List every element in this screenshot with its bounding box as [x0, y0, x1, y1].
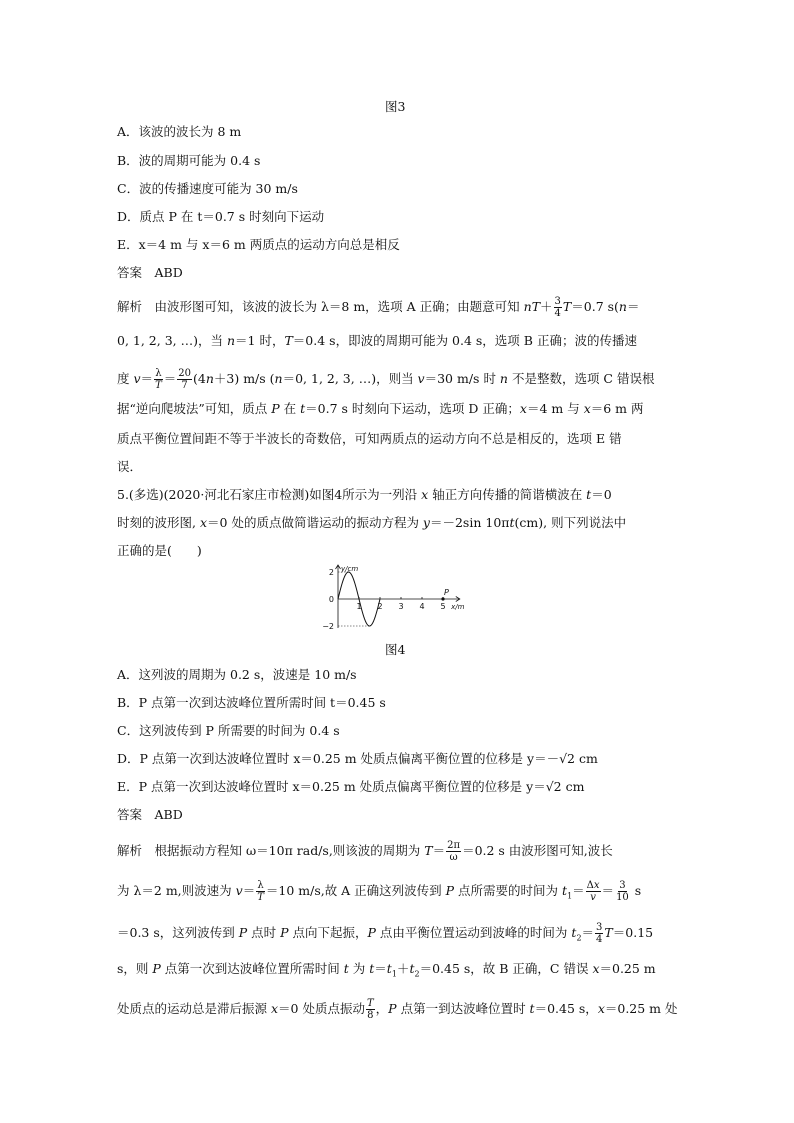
q5-option-b: B．P 点第一次到达波峰位置所需时间 t＝0.45 s [117, 695, 386, 710]
wave-chart [320, 562, 470, 634]
x-tick-label: 1 [356, 602, 362, 611]
point-p-marker [441, 597, 444, 600]
q4-option-d: D．质点 P 在 t＝0.7 s 时刻向下运动 [117, 209, 325, 224]
q4-option-c: C．波的传播速度可能为 30 m/s [117, 181, 298, 196]
figure3-caption: 图3 [385, 99, 406, 114]
q5-option-e: E．P 点第一次到达波峰位置时 x＝0.25 m 处质点偏离平衡位置的位移是 y＝√2 cm [117, 779, 585, 794]
x-tick-label: 3 [398, 602, 404, 611]
q4-option-a: A．该波的波长为 8 m [117, 124, 242, 139]
y-axis-label: y/cm [341, 565, 359, 573]
figure4-caption: 图4 [385, 642, 406, 657]
q4-option-e: E．x＝4 m 与 x＝6 m 两质点的运动方向总是相反 [117, 237, 400, 252]
y-tick-label: −2 [322, 622, 334, 631]
q5-option-c: C．这列波传到 P 所需要的时间为 0.4 s [117, 723, 340, 738]
q5-option-d: D．P 点第一次到达波峰位置时 x＝0.25 m 处质点偏离平衡位置的位移是 y＝－√2 cm [117, 751, 598, 766]
q4-option-b: B．波的周期可能为 0.4 s [117, 153, 261, 168]
x-tick-label: 5 [440, 602, 446, 611]
y-tick-label: 2 [328, 568, 334, 577]
q4-answer: 答案 ABD [117, 265, 183, 280]
x-tick-label: 2 [377, 602, 383, 611]
x-tick-label: 4 [419, 602, 425, 611]
q5-option-a: A．这列波的周期为 0.2 s，波速是 10 m/s [117, 667, 357, 682]
q5-answer: 答案 ABD [117, 807, 183, 822]
y-tick-label: 0 [328, 595, 334, 604]
x-axis-label: x/m [451, 603, 465, 611]
point-p-label: P [444, 588, 449, 597]
